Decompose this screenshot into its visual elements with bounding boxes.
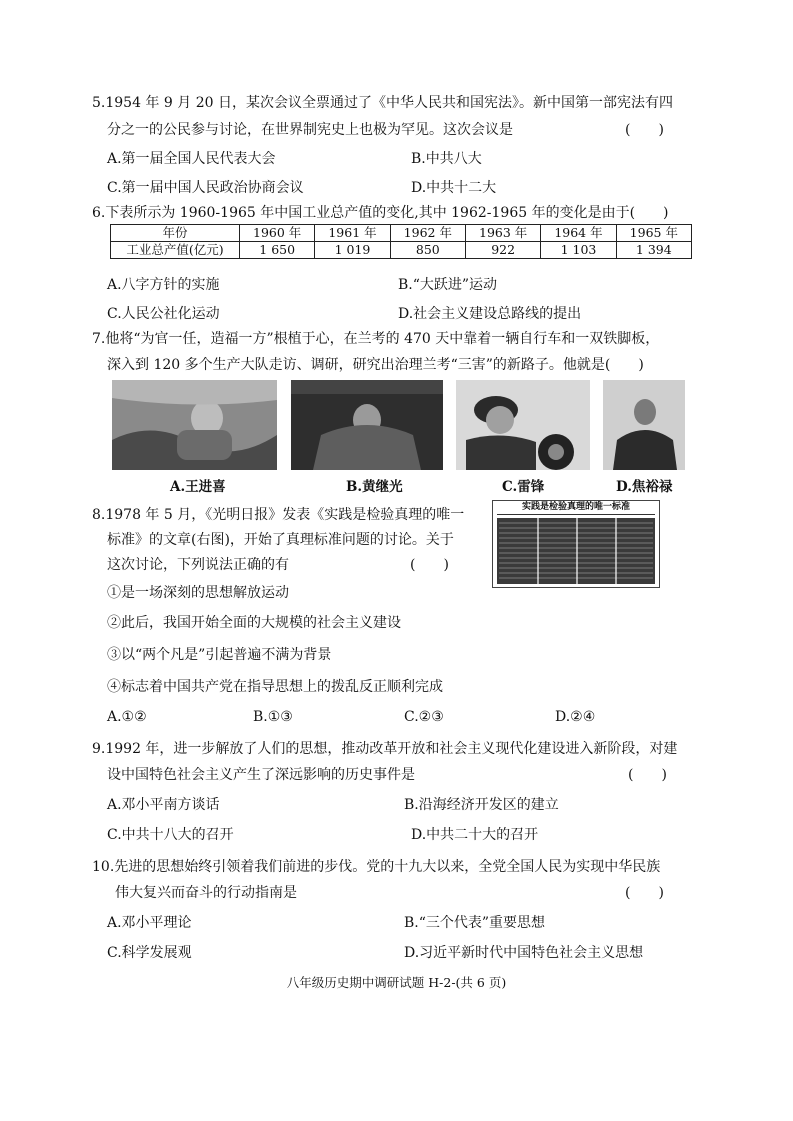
q5-option-a: A.第一届全国人民代表大会: [107, 151, 276, 167]
q7-option-d: D.焦裕禄: [616, 479, 673, 495]
q7-option-a: A.王进喜: [170, 479, 226, 495]
table-cell: 1 650: [240, 242, 315, 259]
q9-option-d: D.中共二十大的召开: [411, 827, 539, 843]
q10-option-d: D.习近平新时代中国特色社会主义思想: [404, 945, 644, 961]
table-cell: 922: [465, 242, 540, 259]
q5-option-b: B.中共八大: [411, 151, 482, 167]
q8-statement-2: ②此后，我国开始全面的大规模的社会主义建设: [107, 615, 401, 631]
table-cell: 850: [390, 242, 465, 259]
newspaper-clipping: [492, 500, 660, 588]
table-cell: 1 019: [315, 242, 390, 259]
photo-huang-jiguang: [291, 380, 443, 470]
q10-stem-line1: 10.先进的思想始终引领着我们前进的步伐。党的十九大以来，全党全国人民为实现中华民族: [92, 859, 661, 875]
q5-stem-line1: 5.1954 年 9 月 20 日，某次会议全票通过了《中华人民共和国宪法》。新中国第一部宪法有四: [92, 95, 673, 111]
table-cell: 1 103: [541, 242, 616, 259]
table-cell: 1 394: [616, 242, 691, 259]
q7-option-c: C.雷锋: [502, 479, 545, 495]
q10-option-b: B.“三个代表”重要思想: [404, 915, 546, 931]
table-cell: 工业总产值(亿元): [111, 242, 240, 259]
q10-option-a: A.邓小平理论: [107, 915, 192, 931]
q5-stem-line2: 分之一的公民参与讨论，在世界制宪史上也极为罕见。这次会议是: [107, 122, 513, 138]
q6-option-a: A.八字方针的实施: [107, 277, 220, 293]
table-header-row: [111, 225, 692, 242]
newspaper-text-block: [493, 515, 659, 587]
q8-option-d: D.②④: [555, 709, 596, 725]
q8-stem-line3: 这次讨论，下列说法正确的有: [107, 557, 289, 573]
q5-option-c: C.第一届中国人民政治协商会议: [107, 180, 304, 196]
q9-option-a: A.邓小平南方谈话: [107, 797, 220, 813]
q8-option-a: A.①②: [107, 709, 147, 725]
q9-stem-line2: 设中国特色社会主义产生了深远影响的历史事件是: [107, 767, 415, 783]
q9-stem-line1: 9.1992 年，进一步解放了人们的思想，推动改革开放和社会主义现代化建设进入新阶段，对建: [92, 741, 678, 757]
q9-option-c: C.中共十八大的召开: [107, 827, 234, 843]
q8-stem-line1: 8.1978 年 5 月，《光明日报》发表《实践是检验真理的唯一: [92, 507, 465, 523]
q10-option-c: C.科学发展观: [107, 945, 192, 961]
q5-answer-paren: ( ): [625, 122, 664, 138]
q8-statement-1: ①是一场深刻的思想解放运动: [107, 585, 289, 601]
photo-lei-feng: [456, 380, 590, 470]
q10-stem-line2: 伟大复兴而奋斗的行动指南是: [115, 885, 297, 901]
table-cell: 1962 年: [390, 225, 465, 242]
q8-stem-line2: 标准》的文章(右图)，开始了真理标准问题的讨论。关于: [107, 532, 454, 548]
q7-stem-line1: 7.他将“为官一任，造福一方”根植于心，在兰考的 470 天中靠着一辆自行车和一双铁脚板，: [92, 331, 660, 347]
q7-option-b: B.黄继光: [346, 479, 403, 495]
table-cell: 1965 年: [616, 225, 691, 242]
q8-option-b: B.①③: [253, 709, 293, 725]
q9-answer-paren: ( ): [628, 767, 667, 783]
q8-statement-4: ④标志着中国共产党在指导思想上的拨乱反正顺利完成: [107, 679, 443, 695]
q8-statement-3: ③以“两个凡是”引起普遍不满为背景: [107, 647, 332, 663]
table-cell: 年份: [111, 225, 240, 242]
q6-option-c: C.人民公社化运动: [107, 306, 220, 322]
table-row: [111, 242, 692, 259]
q7-stem-line2: 深入到 120 多个生产大队走访、调研，研究出治理兰考“三害”的新路子。他就是( ): [107, 357, 644, 373]
photo-jiao-yulu: [603, 380, 685, 470]
q6-option-b: B.“大跃进”运动: [398, 277, 498, 293]
table-cell: 1961 年: [315, 225, 390, 242]
photo-wang-jinxi: [112, 380, 277, 470]
q6-option-d: D.社会主义建设总路线的提出: [398, 306, 582, 322]
q9-option-b: B.沿海经济开发区的建立: [404, 797, 559, 813]
page-footer: 八年级历史期中调研试题 H-2-(共 6 页): [286, 975, 507, 990]
q8-answer-paren: ( ): [410, 557, 449, 573]
q10-answer-paren: ( ): [625, 885, 664, 901]
table-cell: 1960 年: [240, 225, 315, 242]
industrial-output-table: [110, 224, 692, 259]
table-cell: 1964 年: [541, 225, 616, 242]
q5-option-d: D.中共十二大: [411, 180, 497, 196]
q8-option-c: C.②③: [404, 709, 444, 725]
q6-stem: 6.下表所示为 1960-1965 年中国工业总产值的变化,其中 1962-1965 年的变化是由于( ): [92, 205, 669, 221]
table-cell: 1963 年: [465, 225, 540, 242]
newspaper-headline: 实践是检验真理的唯一标准: [497, 501, 655, 515]
